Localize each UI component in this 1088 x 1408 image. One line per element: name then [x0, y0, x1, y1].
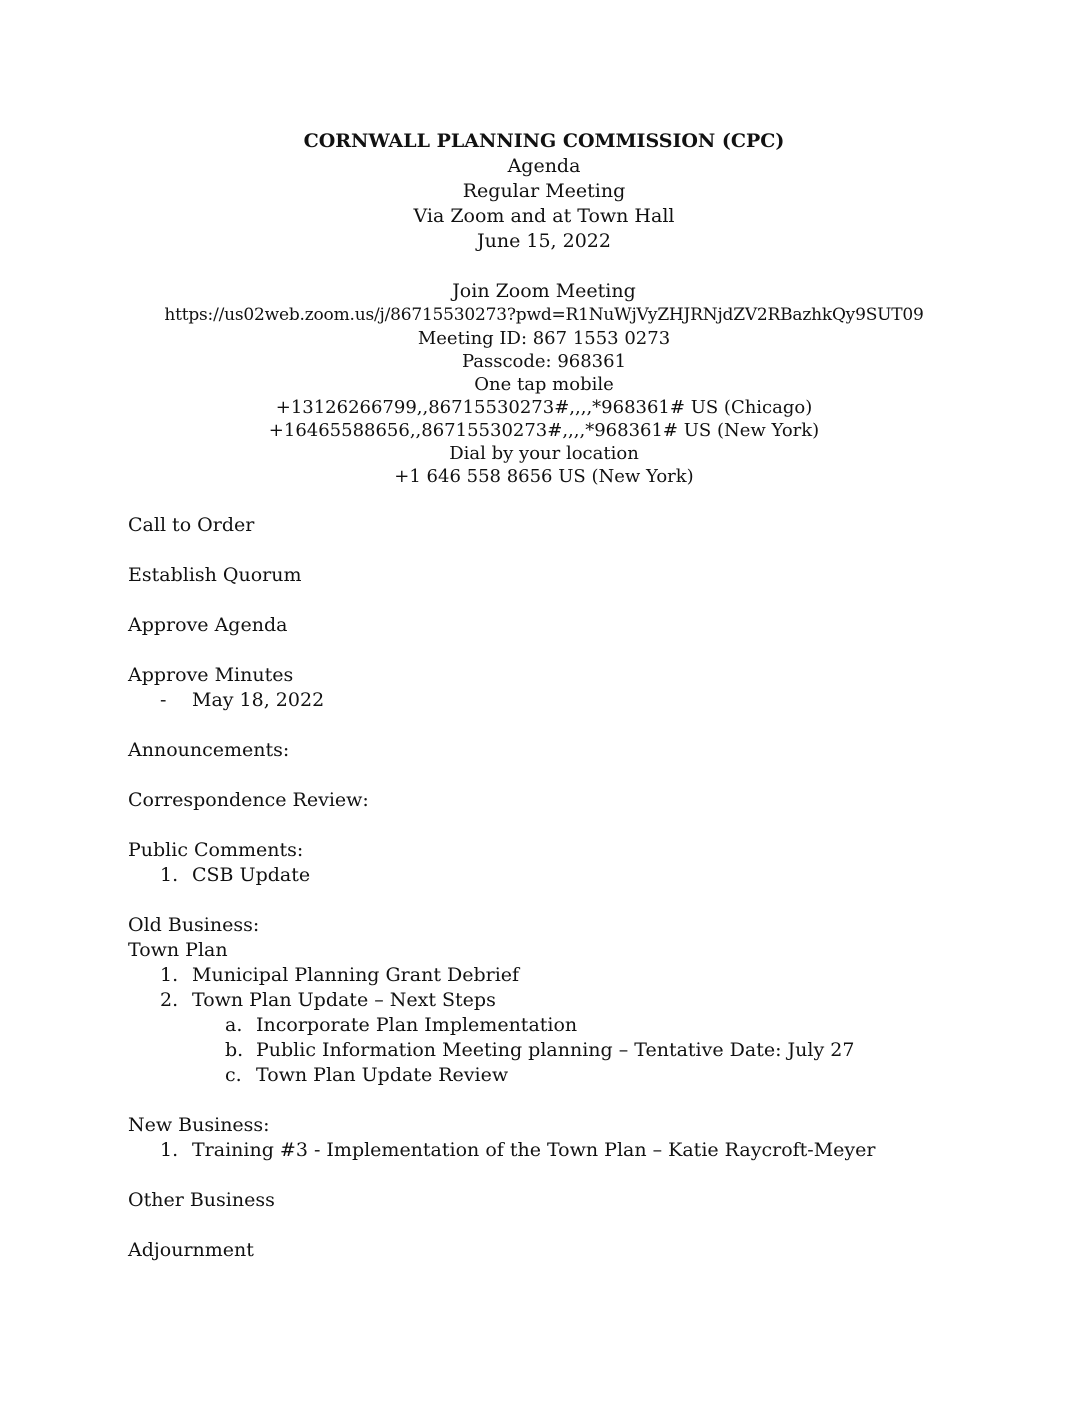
agenda-old-business: Old Business:	[128, 914, 260, 936]
agenda-call-to-order: Call to Order	[128, 514, 255, 536]
zoom-meeting-link[interactable]: https://us02web.zoom.us/j/86715530273?pwd=R1NuWjVyZHJRNjdZV2RBazhkQy9SUT09	[164, 305, 924, 325]
old-business-item: Municipal Planning Grant Debrief	[192, 964, 520, 986]
agenda-adjournment: Adjournment	[128, 1239, 254, 1261]
document-type: Agenda	[507, 155, 581, 177]
old-business-town-plan: Town Plan	[128, 939, 228, 961]
public-comment-number: 1.	[160, 864, 179, 886]
new-business-item: Training #3 - Implementation of the Town Plan – Katie Raycroft-Meyer	[192, 1139, 876, 1161]
new-business-number: 1.	[160, 1139, 179, 1161]
old-business-sub-item: Town Plan Update Review	[256, 1064, 509, 1086]
page-title: CORNWALL PLANNING COMMISSION (CPC)	[303, 130, 785, 152]
agenda-announcements: Announcements:	[128, 739, 290, 761]
meeting-date: June 15, 2022	[477, 230, 611, 252]
agenda-correspondence-review: Correspondence Review:	[128, 789, 369, 811]
zoom-passcode: Passcode: 968361	[461, 351, 627, 372]
old-business-number: 2.	[160, 989, 179, 1011]
agenda-public-comments: Public Comments:	[128, 839, 304, 861]
meeting-location: Via Zoom and at Town Hall	[413, 205, 675, 227]
one-tap-new-york: +16465588656,,86715530273#,,,,*968361# US (New York)	[268, 420, 820, 441]
agenda-approve-agenda: Approve Agenda	[128, 614, 288, 636]
old-business-item: Town Plan Update – Next Steps	[192, 989, 496, 1011]
agenda-other-business: Other Business	[128, 1189, 275, 1211]
one-tap-label: One tap mobile	[474, 374, 614, 395]
dial-label: Dial by your location	[449, 443, 639, 464]
old-business-number: 1.	[160, 964, 179, 986]
dial-new-york: +1 646 558 8656 US (New York)	[394, 466, 694, 487]
agenda-new-business: New Business:	[128, 1114, 270, 1136]
old-business-sub-letter: a.	[225, 1014, 243, 1036]
agenda-approve-minutes: Approve Minutes	[128, 664, 294, 686]
old-business-sub-letter: b.	[225, 1039, 244, 1061]
old-business-sub-item: Incorporate Plan Implementation	[256, 1014, 578, 1036]
minutes-item: May 18, 2022	[192, 689, 325, 711]
zoom-join-label: Join Zoom Meeting	[452, 280, 636, 302]
zoom-meeting-id: Meeting ID: 867 1553 0273	[417, 328, 671, 349]
old-business-sub-item: Public Information Meeting planning – Tentative Date: July 27	[256, 1039, 855, 1061]
old-business-sub-letter: c.	[225, 1064, 242, 1086]
public-comment-item: CSB Update	[192, 864, 311, 886]
agenda-establish-quorum: Establish Quorum	[128, 564, 302, 586]
meeting-type: Regular Meeting	[462, 180, 626, 202]
minutes-bullet: -	[160, 689, 167, 711]
one-tap-chicago: +13126266799,,86715530273#,,,,*968361# US (Chicago)	[275, 397, 813, 418]
